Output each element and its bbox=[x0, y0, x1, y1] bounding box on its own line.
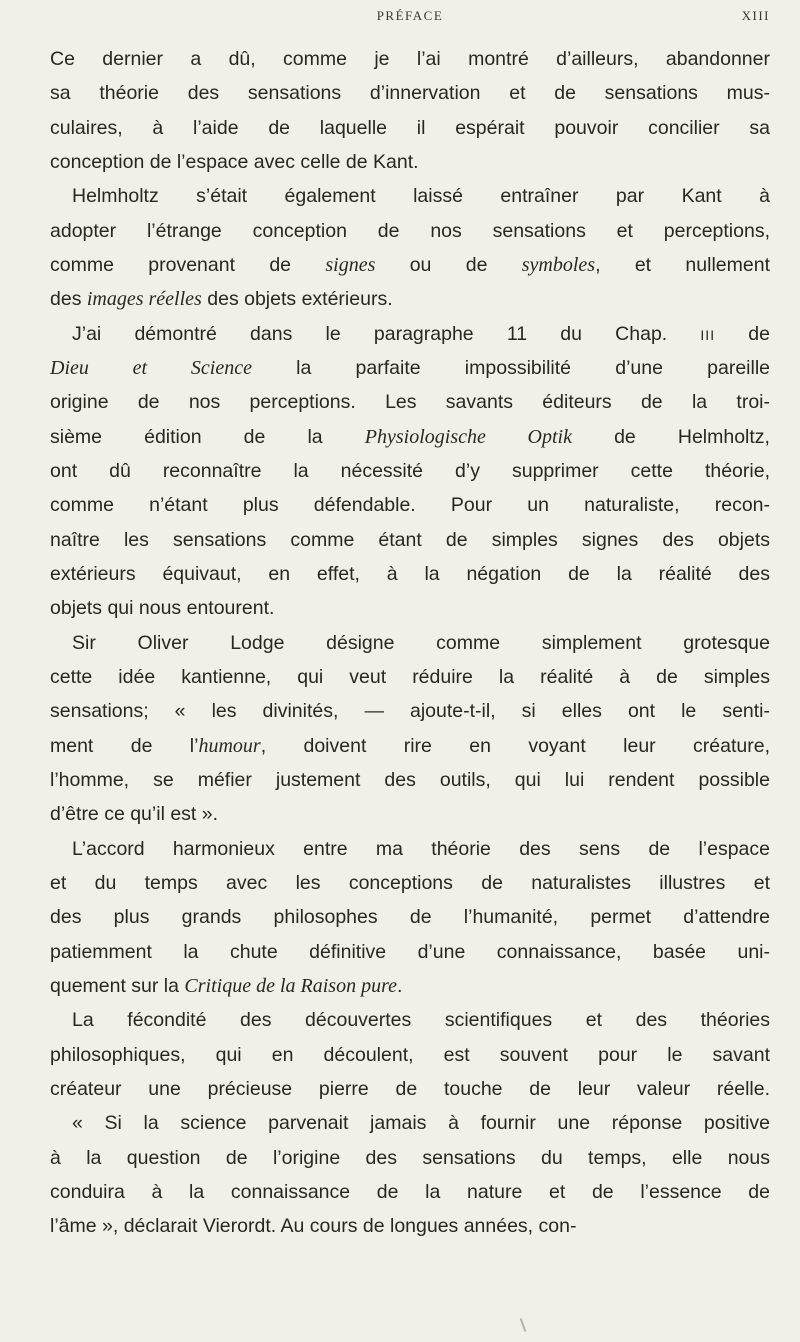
text-segment: origine de nos perceptions. Les savants éditeurs de la troi- bbox=[50, 391, 770, 414]
text-segment: conduira à la connaissance de la nature et de l’essence de bbox=[50, 1180, 770, 1203]
page-header bbox=[50, 8, 770, 32]
text-segment: Ce dernier a dû, comme je l’ai montré d’ailleurs, abandonner bbox=[50, 48, 770, 70]
text-segment: des plus grands philosophes de l’humanité, permet d’attendre bbox=[50, 906, 770, 929]
text-segment: quement sur la bbox=[50, 974, 185, 997]
text-line bbox=[50, 317, 770, 351]
text-segment: des objets extérieurs. bbox=[201, 288, 393, 311]
text-segment: l’homme, se méfier justement des outils, qui lui rendent possible bbox=[50, 768, 770, 791]
text-line bbox=[50, 969, 770, 1003]
text-segment: des bbox=[50, 288, 87, 311]
text-line bbox=[50, 1141, 770, 1175]
text-line bbox=[50, 76, 770, 110]
text-segment: sensations; « les divinités, — ajoute-t-il, si elles ont le senti- bbox=[50, 700, 770, 723]
text-segment: extérieurs équivaut, en effet, à la négation de la réalité des bbox=[50, 562, 770, 585]
scan-mark bbox=[520, 1318, 527, 1332]
text-line bbox=[50, 111, 770, 145]
text-segment: . bbox=[396, 974, 403, 997]
text-line bbox=[50, 179, 770, 213]
italic-text: Critique de la Raison pure bbox=[184, 974, 397, 997]
text-segment: comme provenant de bbox=[50, 253, 326, 276]
text-segment: , et nullement bbox=[595, 253, 770, 276]
text-segment: J’ai démontré dans le paragraphe 11 du Chap. bbox=[72, 322, 701, 345]
text-line bbox=[50, 729, 770, 763]
text-segment: et du temps avec les conceptions de naturalistes illustres et bbox=[50, 871, 770, 894]
text-line bbox=[50, 385, 770, 419]
text-line bbox=[50, 1072, 770, 1106]
text-segment: créateur une précieuse pierre de touche de leur valeur réelle. bbox=[50, 1077, 770, 1100]
text-line bbox=[50, 900, 770, 934]
text-line bbox=[50, 591, 770, 625]
text-segment: comme n’étant plus défendable. Pour un naturaliste, recon- bbox=[50, 494, 770, 517]
text-line bbox=[50, 626, 770, 660]
italic-text: symboles bbox=[521, 253, 596, 276]
italic-text: Dieu et Science bbox=[50, 356, 252, 379]
text-line bbox=[50, 1038, 770, 1072]
text-segment: ment de l’ bbox=[50, 734, 199, 757]
text-line bbox=[50, 454, 770, 488]
page-number: XIII bbox=[741, 8, 770, 23]
text-segment: naître les sensations comme étant de simples signes des objets bbox=[50, 528, 770, 551]
text-line bbox=[50, 832, 770, 866]
text-segment: d’être ce qu’il est ». bbox=[50, 803, 219, 826]
roman-numeral: III bbox=[700, 326, 716, 343]
text-segment: , doivent rire en voyant leur créature, bbox=[260, 734, 770, 757]
body-text bbox=[50, 42, 770, 1243]
text-segment: l’âme », déclarait Vierordt. Au cours de longues années, con- bbox=[50, 1215, 577, 1238]
running-title: PRÉFACE bbox=[376, 8, 444, 23]
text-segment: ou de bbox=[375, 253, 522, 276]
text-line bbox=[50, 1106, 770, 1140]
text-line bbox=[50, 282, 770, 316]
text-line bbox=[50, 557, 770, 591]
text-line bbox=[50, 660, 770, 694]
text-line bbox=[50, 866, 770, 900]
text-line bbox=[50, 797, 770, 831]
text-segment: philosophiques, qui en découlent, est souvent pour le savant bbox=[50, 1043, 770, 1066]
text-line bbox=[50, 420, 770, 454]
text-segment: adopter l’étrange conception de nos sensations et perceptions, bbox=[50, 219, 770, 242]
text-segment: de Helmholtz, bbox=[571, 425, 770, 448]
text-segment: culaires, à l’aide de laquelle il espérait pouvoir concilier sa bbox=[50, 116, 770, 139]
text-line bbox=[50, 694, 770, 728]
text-segment: ont dû reconnaître la nécessité d’y supprimer cette théorie, bbox=[50, 459, 770, 482]
text-segment: objets qui nous entourent. bbox=[50, 597, 275, 620]
text-line bbox=[50, 145, 770, 179]
text-line bbox=[50, 248, 770, 282]
italic-text: Physiologische Optik bbox=[364, 425, 572, 448]
text-line bbox=[50, 763, 770, 797]
text-line bbox=[50, 935, 770, 969]
text-line bbox=[50, 1175, 770, 1209]
text-line bbox=[50, 1209, 770, 1243]
italic-text: humour bbox=[198, 734, 261, 757]
text-segment: la parfaite impossibilité d’une pareille bbox=[251, 356, 771, 379]
text-segment: « Si la science parvenait jamais à fournir une réponse positive bbox=[72, 1112, 770, 1135]
text-line bbox=[50, 1003, 770, 1037]
text-segment: conception de l’espace avec celle de Kant. bbox=[50, 150, 419, 173]
text-segment: cette idée kantienne, qui veut réduire la réalité à de simples bbox=[50, 665, 770, 688]
italic-text: signes bbox=[325, 253, 376, 276]
text-line bbox=[50, 523, 770, 557]
italic-text: images réelles bbox=[86, 288, 202, 311]
text-segment: sième édition de la bbox=[50, 425, 365, 448]
text-segment: de bbox=[715, 322, 770, 345]
text-segment: Helmholtz s’était également laissé entraîner par Kant à bbox=[72, 185, 770, 208]
text-segment: Sir Oliver Lodge désigne comme simplement grotesque bbox=[72, 631, 770, 654]
text-segment: L’accord harmonieux entre ma théorie des sens de l’espace bbox=[72, 837, 770, 860]
text-segment: patiemment la chute définitive d’une connaissance, basée uni- bbox=[50, 940, 770, 963]
text-line bbox=[50, 214, 770, 248]
text-segment: La fécondité des découvertes scientifiques et des théories bbox=[72, 1009, 770, 1032]
text-line bbox=[50, 488, 770, 522]
text-segment: sa théorie des sensations d’innervation et de sensations mus- bbox=[50, 82, 770, 105]
text-segment: à la question de l’origine des sensations du temps, elle nous bbox=[50, 1146, 770, 1169]
text-line bbox=[50, 351, 770, 385]
text-line bbox=[50, 42, 770, 76]
